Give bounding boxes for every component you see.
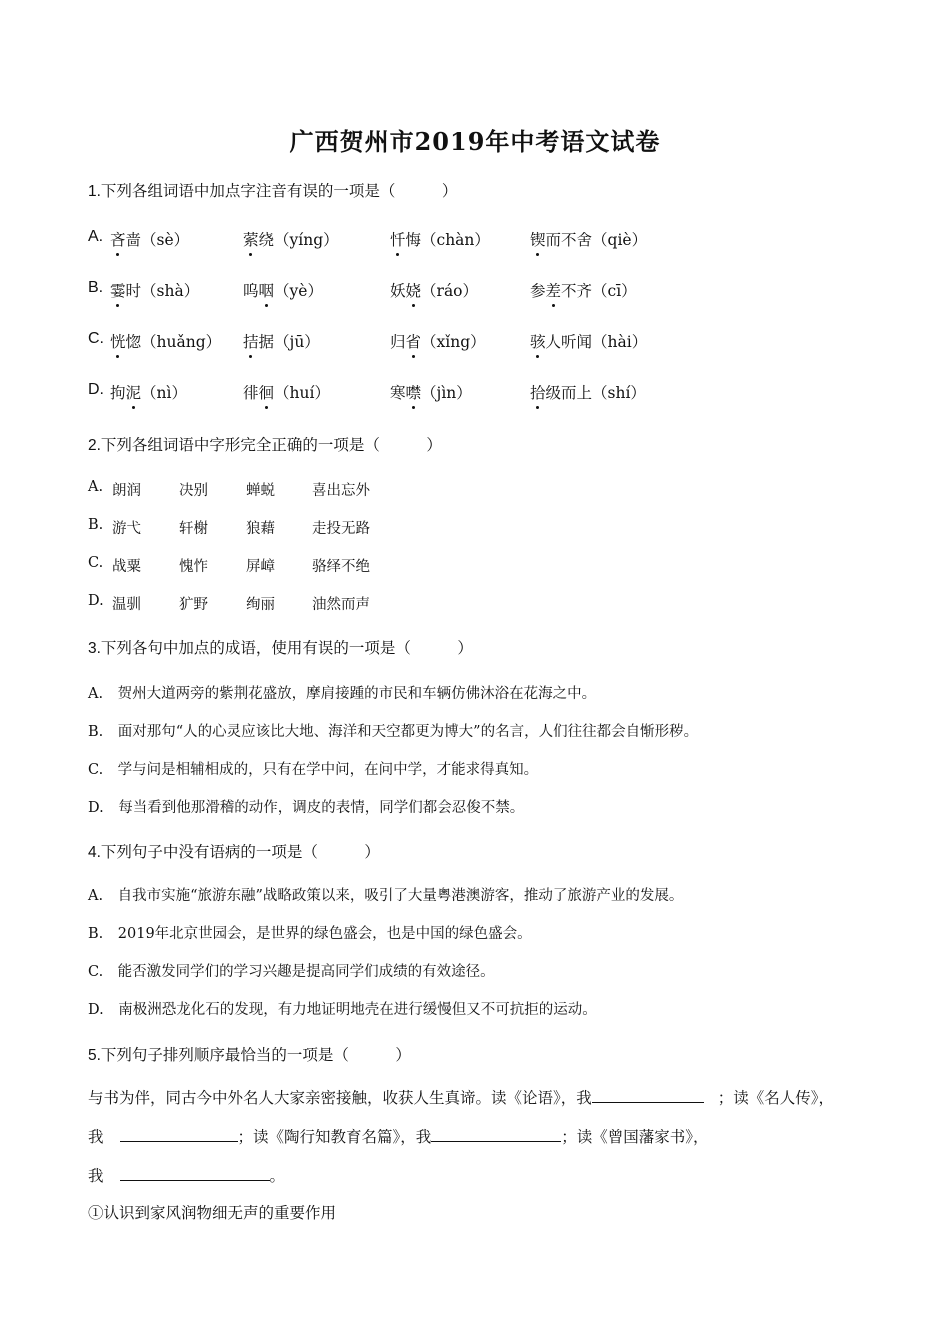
question-3-option-c: C. 学与问是相辅相成的，只有在学中问，在问中学，才能求得真知。: [88, 762, 539, 778]
word-rest: （jìn）: [421, 384, 472, 402]
word-prefix: 归: [390, 333, 406, 351]
option-word: [110, 228, 189, 250]
word-prefix: 妖: [390, 282, 406, 300]
word-prefix: 参: [530, 282, 546, 300]
option-word: [110, 330, 221, 352]
answer-blank[interactable]: [431, 1127, 561, 1142]
option-word: 喜出忘外: [312, 483, 370, 499]
option-word: 狼藉: [246, 521, 275, 537]
option-word: [243, 228, 339, 250]
option-word: [390, 381, 472, 403]
emphasis-char: 萦: [243, 228, 259, 250]
question-4-stem: [88, 840, 380, 862]
option-word: 决别: [179, 483, 208, 499]
word-rest: 据（jū）: [258, 333, 320, 351]
word-rest: 惚（huǎng）: [125, 333, 222, 351]
emphasis-char: 锲: [530, 228, 546, 250]
question-4-option-c: C. 能否激发同学们的学习兴趣是提高同学们成绩的有效途径。: [88, 964, 495, 980]
word-rest: （ráo）: [421, 282, 479, 300]
passage-text: ；读《陶行知教育名篇》，我: [237, 1128, 432, 1146]
emphasis-char: 省: [406, 330, 422, 352]
emphasis-char: 吝: [110, 228, 126, 250]
option-word: [530, 279, 637, 301]
passage-text: 我: [88, 1128, 104, 1146]
option-label: A.: [88, 228, 104, 245]
passage-text: 。: [269, 1167, 286, 1185]
word-rest: 而不舍（qiè）: [545, 231, 648, 249]
question-3-stem: [88, 636, 473, 658]
option-word: [530, 330, 647, 352]
option-word: 走投无路: [312, 521, 370, 537]
option-word: [243, 279, 323, 301]
question-5-passage-line-2: [88, 1125, 709, 1147]
emphasis-char: 拾: [530, 381, 546, 403]
option-label: C.: [88, 330, 104, 347]
option-word: 游弋: [112, 521, 141, 537]
emphasis-char: 咽: [259, 279, 275, 301]
option-word: 朗润: [112, 483, 141, 499]
emphasis-char: 娆: [406, 279, 422, 301]
option-word: [530, 381, 646, 403]
emphasis-char: 拮: [243, 330, 259, 352]
passage-text: 与书为伴，同古今中外名人大家亲密接触，收获人生真谛。读《论语》，我: [88, 1089, 592, 1107]
question-5-item-1: ①认识到家风润物细无声的重要作用: [88, 1204, 337, 1222]
question-3-option-a: A. 贺州大道两旁的紫荆花盛放，摩肩接踵的市民和车辆仿佛沐浴在花海之中。: [88, 686, 597, 702]
option-word: 绚丽: [246, 597, 275, 613]
word-prefix: 徘: [243, 384, 259, 402]
option-word: 轩榭: [179, 521, 208, 537]
answer-blank[interactable]: [592, 1088, 704, 1103]
option-label: D.: [88, 593, 104, 609]
option-word: 蝉蜕: [246, 483, 275, 499]
option-label: A.: [88, 479, 104, 495]
question-text: 2.下列各组词语中字形完全正确的一项是（ ）: [88, 437, 442, 454]
question-text: 4.下列句子中没有语病的一项是（ ）: [88, 844, 380, 861]
word-rest: 级而上（shí）: [545, 384, 646, 402]
emphasis-char: 恍: [110, 330, 126, 352]
option-word: [390, 279, 478, 301]
option-word: [390, 228, 490, 250]
page-title: 广西贺州市2019年中考语文试卷: [289, 127, 661, 156]
word-rest: 绕（yíng）: [258, 231, 339, 249]
option-word: [243, 330, 320, 352]
emphasis-char: 差: [546, 279, 562, 301]
question-5-stem: [88, 1043, 411, 1065]
word-rest: （yè）: [274, 282, 323, 300]
option-word: 温驯: [112, 597, 141, 613]
option-word: [390, 330, 486, 352]
question-3-option-b: B. 面对那句“人的心灵应该比大地、海洋和天空都更为博大”的名言，人们往往都会自惭形秽。: [88, 724, 699, 740]
question-text: 3.下列各句中加点的成语，使用有误的一项是（ ）: [88, 640, 473, 657]
passage-text: 我: [88, 1167, 104, 1185]
question-text: 5.下列句子排列顺序最恰当的一项是（ ）: [88, 1047, 411, 1064]
word-prefix: 寒: [390, 384, 406, 402]
emphasis-char: 泥: [126, 381, 142, 403]
question-text: 1.下列各组词语中加点字注音有误的一项是（ ）: [88, 183, 458, 200]
option-label: D.: [88, 381, 104, 398]
word-rest: 啬（sè）: [125, 231, 190, 249]
answer-blank[interactable]: [120, 1166, 270, 1181]
question-5-passage-line-3: [88, 1164, 285, 1186]
option-word: [530, 228, 647, 250]
word-prefix: 拘: [110, 384, 126, 402]
emphasis-char: 霎: [110, 279, 126, 301]
word-rest: 时（shà）: [125, 282, 200, 300]
question-4-option-d: D. 南极洲恐龙化石的发现，有力地证明地壳在进行缓慢但又不可抗拒的运动。: [88, 1002, 597, 1018]
option-word: [110, 279, 199, 301]
question-2-stem: [88, 433, 442, 455]
question-1-stem: [88, 179, 457, 201]
question-5-passage-line-1: [88, 1086, 834, 1108]
emphasis-char: 噤: [406, 381, 422, 403]
option-word: 油然而声: [312, 597, 370, 613]
passage-text: ；读《曾国藩家书》，: [561, 1128, 709, 1146]
option-word: 愧怍: [179, 559, 208, 575]
option-label: B.: [88, 517, 104, 533]
option-label: C.: [88, 555, 104, 571]
word-prefix: 呜: [243, 282, 259, 300]
option-word: [243, 381, 330, 403]
word-rest: 悔（chàn）: [405, 231, 490, 249]
word-rest: （huí）: [274, 384, 330, 402]
word-rest: （xǐng）: [421, 333, 486, 351]
option-word: 犷野: [179, 597, 208, 613]
emphasis-char: 骇: [530, 330, 546, 352]
option-word: 骆绎不绝: [312, 559, 370, 575]
emphasis-char: 徊: [259, 381, 275, 403]
word-rest: 人听闻（hài）: [545, 333, 648, 351]
word-rest: （nì）: [141, 384, 187, 402]
emphasis-char: 忏: [390, 228, 406, 250]
word-rest: 不齐（cī）: [561, 282, 637, 300]
question-4-option-a: A. 自我市实施“旅游东融”战略政策以来，吸引了大量粤港澳游客，推动了旅游产业的发展。: [88, 888, 684, 904]
question-3-option-d: D. 每当看到他那滑稽的动作，调皮的表情，同学们都会忍俊不禁。: [88, 800, 525, 816]
option-word: 屏嶂: [246, 559, 275, 575]
option-word: [110, 381, 187, 403]
passage-text: ；读《名人传》，: [717, 1089, 835, 1107]
question-4-option-b: B. 2019年北京世园会，是世界的绿色盛会，也是中国的绿色盛会。: [88, 926, 532, 942]
option-label: B.: [88, 279, 104, 296]
answer-blank[interactable]: [120, 1127, 238, 1142]
option-word: 战粟: [112, 559, 141, 575]
